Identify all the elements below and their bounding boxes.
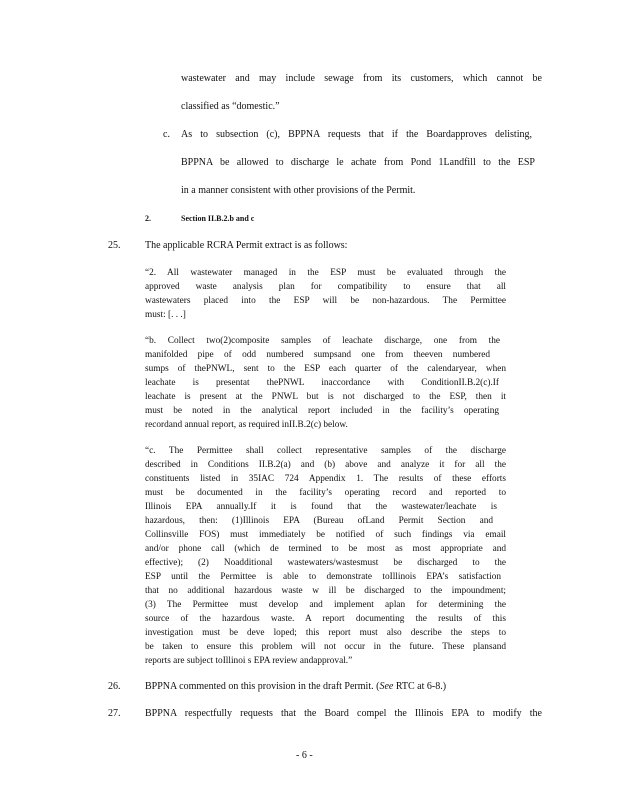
paragraph-26-number: 26.: [108, 681, 121, 692]
quote-3-line: Collinsville FOS) must immediately be notified of such findings via email: [145, 530, 506, 540]
quote-2-line: “b. Collect two(2)composite samples of leachate discharge, one from the: [145, 336, 500, 346]
quote-3-line: Illinois EPA annually.If it is found that the wastewater/leachate is: [145, 502, 497, 512]
quote-3-line: source of the hazardous waste. A report documenting the results of this: [145, 614, 506, 624]
section-heading-title: Section II.B.2.b and c: [181, 214, 255, 223]
quote-3-line: constituents listed in 35IAC 724 Appendix 1. The results of these efforts: [145, 474, 506, 484]
quote-2-line: manifolded pipe of odd numbered sumpsand one from theeven numbered: [145, 350, 490, 360]
quote-3-line: that no additional hazardous waste w ill be discharged to the impoundment;: [145, 586, 506, 596]
quote-3-line: described in Conditions II.B.2(a) and (b) above and analyze it for all the: [145, 460, 506, 470]
paragraph-26-text-b: RTC at 6-8.): [393, 681, 447, 692]
quote-2-line: leachate is presentat thePNWL inaccordance with ConditionII.B.2(c).If: [145, 378, 499, 388]
section-heading-number: 2.: [145, 214, 151, 223]
item-c-line-1: As to subsection (c), BPPNA requests that if the Boardapproves delisting,: [181, 129, 532, 140]
quote-3-line: “c. The Permittee shall collect representative samples of the discharge: [145, 446, 506, 456]
paragraph-25-text: The applicable RCRA Permit extract is as follows:: [145, 240, 348, 251]
quote-1-line: must: [. . .]: [145, 310, 186, 320]
quote-3-line: effective); (2) Noadditional wastewaters/wastesmust be discharged to the: [145, 558, 506, 568]
quote-3-line: must be documented in the facility’s operating record and reported to: [145, 488, 506, 498]
quote-2-line: must be noted in the analytical report included in the facility’s operating: [145, 406, 499, 416]
continuation-line-2: classified as “domestic.”: [181, 101, 280, 112]
quote-1-line: wastewaters placed into the ESP will be non-hazardous. The Permittee: [145, 296, 506, 306]
quote-3-line: (3) The Permittee must develop and implement aplan for determining the: [145, 600, 506, 610]
paragraph-27-text: BPPNA respectfully requests that the Board compel the Illinois EPA to modify the: [145, 708, 542, 719]
quote-2-line: leachate is present at the PNWL but is not discharged to the ESP, then it: [145, 392, 506, 402]
paragraph-25-number: 25.: [108, 240, 121, 251]
quote-1-line: approved waste analysis plan for compatibility to ensure that all: [145, 282, 506, 292]
quote-3-line: be taken to ensure this problem will not occur in the future. These plansand: [145, 642, 506, 652]
continuation-line-1: wastewater and may include sewage from its customers, which cannot be: [181, 73, 542, 84]
quote-2-line: recordand annual report, as required inII.B.2(c) below.: [145, 420, 348, 430]
paragraph-26-text-a: BPPNA commented on this provision in the draft Permit. (: [145, 681, 380, 692]
paragraph-27-number: 27.: [108, 708, 121, 719]
page-number: - 6 -: [296, 750, 313, 761]
quote-3-line: ESP until the Permittee is able to demonstrate toIllinois EPA’s satisfaction: [145, 572, 501, 582]
item-c-line-2: BPPNA be allowed to discharge le achate from Pond 1Landfill to the ESP: [181, 157, 535, 168]
item-c-line-3: in a manner consistent with other provisions of the Permit.: [181, 185, 416, 196]
paragraph-26-see: See: [379, 681, 394, 692]
quote-1-line: “2. All wastewater managed in the ESP must be evaluated through the: [145, 268, 506, 278]
quote-3-line: hazardous, then: (1)Illinois EPA (Bureau ofLand Permit Section and: [145, 516, 493, 526]
paragraph-26-text: [145, 681, 446, 693]
quote-3-line: reports are subject toIllinoi s EPA review andapproval.”: [145, 656, 353, 666]
quote-3-line: investigation must be deve loped; this report must also describe the steps to: [145, 628, 506, 638]
quote-2-line: sumps of thePNWL, sent to the ESP each quarter of the calendaryear, when: [145, 364, 506, 374]
item-c-letter: c.: [163, 129, 170, 140]
quote-3-line: and/or phone call (which de termined to be most as most appropriate and: [145, 544, 506, 554]
